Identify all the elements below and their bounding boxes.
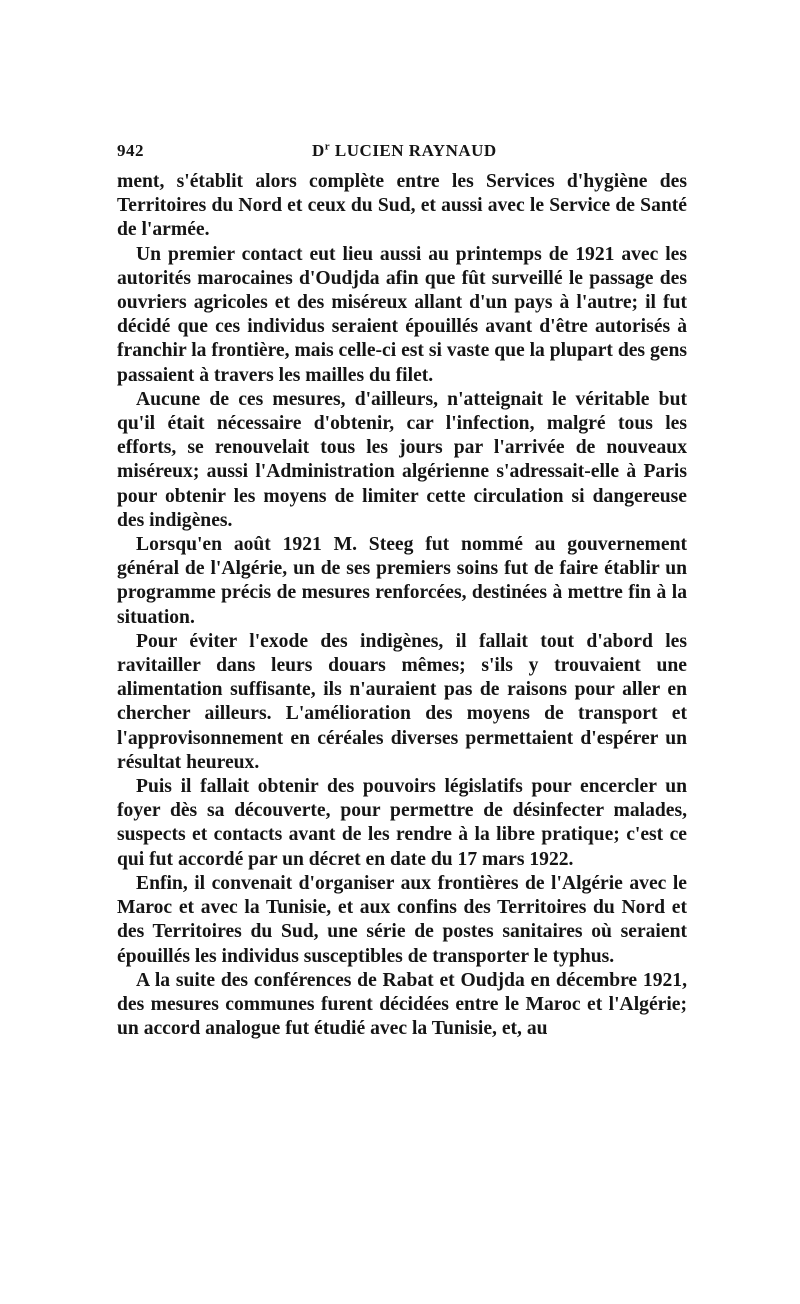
paragraph: Puis il fallait obtenir des pouvoirs législatifs pour encercler un foyer dès sa découverte, pour permettre de désinfecter malades, suspects et contacts avant de les rendre à la libre pratique; c'est ce qui fut accordé par un décret en date du 17 mars 1922. xyxy=(117,776,687,870)
page-header xyxy=(117,141,687,165)
author-name: LUCIEN RAYNAUD xyxy=(334,141,497,160)
running-head xyxy=(312,141,497,161)
paragraph: Un premier contact eut lieu aussi au printemps de 1921 avec les autorités marocaines d'Oudjda afin que fût surveillé le passage des ouvriers agricoles et des miséreux allant d'un pays à l'autre; il fut décidé que ces individus seraient épouillés avant d'être autorisés à franchir la frontière, mais celle-ci est si vaste que la plupart des gens passaient à travers les mailles du filet. xyxy=(117,243,687,386)
paragraph: Pour éviter l'exode des indigènes, il fallait tout d'abord les ravitailler dans leurs douars mêmes; s'ils y trouvaient une alimentation suffisante, ils n'auraient pas de raisons pour aller en chercher ailleurs. L'amélioration des moyens de transport et l'approvisonnement en céréales diverses permettaient d'espérer un résultat heureux. xyxy=(117,630,687,773)
paragraph: Lorsqu'en août 1921 M. Steeg fut nommé au gouvernement général de l'Algérie, un de ses premiers soins fut de faire établir un programme précis de mesures renforcées, destinées à mettre fin à la situation. xyxy=(117,534,687,628)
page-number: 942 xyxy=(117,141,144,160)
paragraph: Enfin, il convenait d'organiser aux frontières de l'Algérie avec le Maroc et avec la Tunisie, et aux confins des Territoires du Nord et des Territoires du Sud, une série de postes sanitaires où seraient épouillés les individus susceptibles de transporter le typhus. xyxy=(117,872,687,967)
paragraph-continued: ment, s'établit alors complète entre les Services d'hygiène des Territoires du Nord et ceux du Sud, et aussi avec le Service de Santé de l'armée. xyxy=(117,171,687,241)
author-prefix: D xyxy=(312,141,325,160)
paragraph: A la suite des conférences de Rabat et Oudjda en décembre 1921, des mesures communes furent décidées entre le Maroc et l'Algérie; un accord analogue fut étudié avec la Tunisie, et, au xyxy=(117,969,687,1040)
author-prefix-superscript: r xyxy=(324,140,331,153)
paragraph: Aucune de ces mesures, d'ailleurs, n'atteignait le véritable but qu'il était nécessaire d'obtenir, car l'infection, malgré tous les efforts, se renouvelait tous les jours par l'arrivée de nouveaux miséreux; aussi l'Administration algérienne s'adressait-elle à Paris pour obtenir les moyens de limiter cette circulation si dangereuse des indigènes. xyxy=(117,388,687,531)
body-text xyxy=(117,170,687,1041)
